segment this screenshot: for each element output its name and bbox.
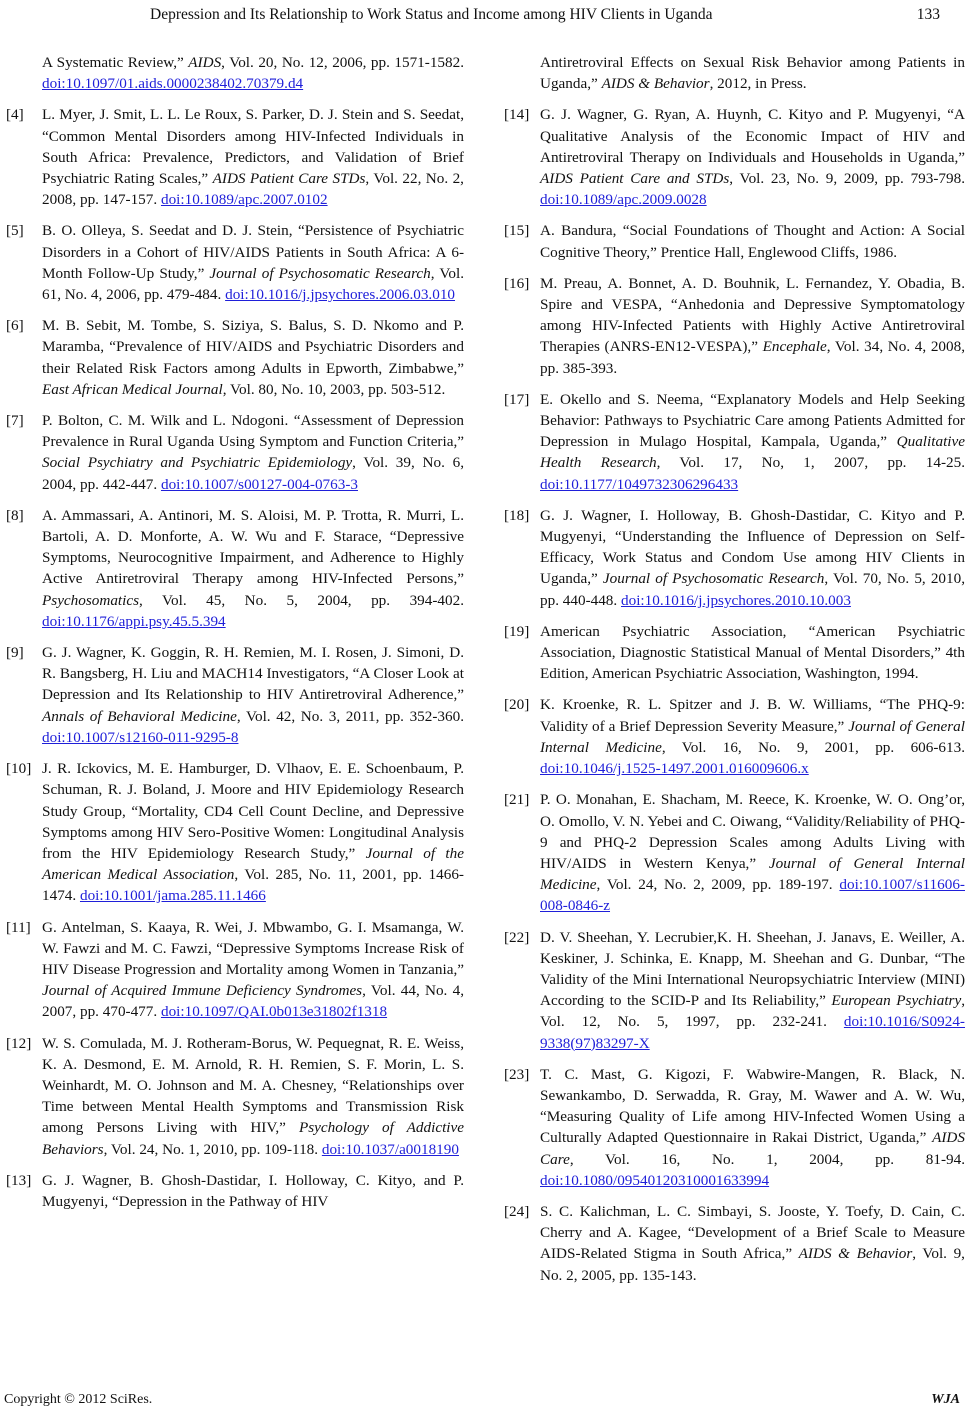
reference-text: American Psychiatric Association, “American Psychiatric Association, Diagnostic Statistical Manual of Mental Disorders,” 4th Edition, American Psychiatric Association, Washington, 1994.	[540, 622, 965, 683]
reference-text: A Systematic Review,”	[42, 54, 189, 71]
reference-number: [8]	[6, 506, 24, 524]
reference-entry	[6, 104, 464, 210]
reference-number: [14]	[504, 106, 530, 124]
reference-text: M. B. Sebit, M. Tombe, S. Siziya, S. Balus, S. D. Nkomo and P. Maramba, “Prevalence of HIV/AIDS and Psychiatric Disorders and their Related Risk Factors among Adults in Epworth, Zimbabwe,”	[42, 317, 464, 377]
doi-link[interactable]: doi:10.1176/appi.psy.45.5.394	[42, 612, 226, 630]
reference-text: A. Ammassari, A. Antinori, M. S. Aloisi, M. P. Trotta, R. Murri, L. Bartoli, A. D. Monforte, A. W. Wu and F. Starace, “Depressive Symptoms, Neurocognitive Impairment, and Adherence to Highly Active Antiretroviral Therapy among HIV-Infected Persons,”	[42, 506, 464, 588]
reference-entry	[6, 758, 464, 906]
reference-number: [4]	[6, 106, 24, 124]
journal-abbreviation: WJA	[931, 1392, 960, 1407]
left-column-references	[6, 52, 464, 1222]
doi-link[interactable]: doi:10.1080/09540120310001633994	[540, 1171, 770, 1189]
journal-title: Psychosomatics	[42, 591, 140, 609]
journal-title: Journal of the American Medical Association	[42, 844, 464, 884]
reference-number: [17]	[504, 390, 530, 408]
reference-text: , Vol. 80, No. 10, 2003, pp. 503-512.	[222, 380, 446, 398]
reference-text: G. J. Wagner, G. Ryan, A. Huynh, C. Kityo and P. Mugyenyi, “A Qualitative Analysis of the Economic Impact of HIV and Antiretroviral Therapy on Individuals and Households in Uganda,”	[540, 106, 965, 166]
copyright-notice: Copyright © 2012 SciRes.	[4, 1392, 153, 1407]
reference-number: [11]	[6, 918, 31, 936]
reference-entry	[504, 52, 965, 94]
reference-text: M. Preau, A. Bonnet, A. D. Bouhnik, L. Fernandez, Y. Obadia, B. Spire and VESPA, “Anhedonia and Depressive Symptomatology among HIV-Infected Patients with Highly Active Antiretroviral Therapies (ANRS-EN12-VESPA),”	[540, 274, 965, 356]
reference-number: [13]	[6, 1171, 32, 1189]
reference-entry	[504, 694, 965, 779]
journal-title: Journal of General Internal Medicine	[540, 854, 965, 894]
reference-entry	[504, 220, 965, 262]
reference-entry	[504, 505, 965, 611]
reference-number: [5]	[6, 222, 24, 240]
reference-text: Antiretroviral Effects on Sexual Risk Behavior among Patients in Uganda,”	[540, 54, 965, 93]
reference-text: , Vol. 34, No. 4, 2008, pp. 385-393.	[540, 338, 965, 377]
doi-link[interactable]: doi:10.1037/a0018190	[321, 1140, 459, 1158]
reference-text: J. R. Ickovics, M. E. Hamburger, D. Vlhaov, E. E. Schoenbaum, P. Schuman, R. J. Boland, J. Moore and HIV Epidemiology Research Study Group, “Mortality, CD4 Cell Count Decline, and Depressive Symptoms among HIV Sero-Positive Women: Longitudinal Analysis from the HIV Epidemiology Research Study,”	[42, 760, 464, 862]
reference-entry	[504, 1201, 965, 1286]
journal-title: AIDS & Behavior	[601, 75, 710, 93]
reference-text: , Vol. 44, No. 4, 2007, pp. 470-477.	[42, 982, 465, 1021]
reference-entry	[504, 273, 965, 379]
doi-link[interactable]: doi:10.1089/apc.2007.0102	[160, 191, 328, 209]
reference-text: , Vol. 285, No. 11, 2001, pp. 1466-1474.	[42, 866, 464, 905]
journal-title: Journal of Psychosomatic Research	[602, 570, 825, 588]
reference-number: [23]	[504, 1065, 530, 1083]
reference-text: , Vol. 61, No. 4, 2006, pp. 479-484.	[42, 264, 464, 304]
journal-title: AIDS Patient Care STDs	[212, 170, 366, 188]
doi-link[interactable]: doi:10.1001/jama.285.11.1466	[79, 887, 266, 905]
doi-link[interactable]: doi:10.1016/j.jpsychores.2010.10.003	[621, 591, 851, 609]
reference-entry	[504, 104, 965, 210]
reference-entry	[504, 789, 965, 916]
right-column-references	[504, 52, 965, 1296]
reference-text: K. Kroenke, R. L. Spitzer and J. B. W. Williams, “The PHQ-9: Validity of a Brief Depression Severity Measure,”	[540, 696, 965, 735]
journal-title: Social Psychiatry and Psychiatric Epidemiology	[42, 454, 353, 472]
reference-text: G. Antelman, S. Kaaya, R. Wei, J. Mbwambo, G. I. Msamanga, W. W. Fawzi and M. C. Fawzi, “Depressive Symptoms Increase Risk of HIV Disease Progression and Mortality among Women in Tanzania,”	[42, 918, 464, 978]
journal-title: AIDS Care	[540, 1129, 965, 1168]
reference-entry	[6, 1170, 464, 1212]
reference-text: A. Bandura, “Social Foundations of Thought and Action: A Social Cognitive Theory,” Prentice Hall, Englewood Cliffs, 1986.	[540, 222, 965, 261]
doi-link[interactable]: doi:10.1016/S0924-9338(97)83297-X	[540, 1013, 965, 1052]
reference-text: , Vol. 9, No. 2, 2005, pp. 135-143.	[540, 1245, 965, 1284]
journal-title: Journal of Psychosomatic Research	[209, 264, 431, 282]
reference-text: , 2012, in Press.	[709, 75, 807, 93]
reference-number: [9]	[6, 644, 24, 662]
doi-link[interactable]: doi:10.1007/s00127-004-0763-3	[160, 475, 358, 493]
reference-text: G. J. Wagner, I. Holloway, B. Ghosh-Dastidar, C. Kityo and P. Mugyenyi, “Understanding the Influence of Depression on Self-Efficacy, Work Status and Condom Use among HIV Clients in Uganda,”	[540, 506, 965, 588]
doi-link[interactable]: doi:10.1097/QAI.0b013e31802f1318	[160, 1003, 388, 1021]
doi-link[interactable]: doi:10.1089/apc.2009.0028	[540, 191, 707, 209]
reference-entry	[6, 642, 464, 748]
doi-link[interactable]: doi:10.1097/01.aids.0000238402.70379.d4	[42, 75, 304, 93]
reference-number: [10]	[6, 760, 32, 778]
reference-entry	[504, 621, 965, 685]
reference-number: [12]	[6, 1034, 32, 1052]
reference-text: , Vol. 16, No. 1, 2004, pp. 81-94.	[569, 1150, 965, 1168]
reference-text: , Vol. 12, No. 5, 1997, pp. 232-241.	[540, 992, 965, 1031]
reference-entry	[6, 410, 464, 495]
page-number: 133	[916, 6, 940, 23]
reference-entry	[6, 917, 464, 1023]
reference-text: T. C. Mast, G. Kigozi, F. Wabwire-Mangen, R. Black, N. Sewankambo, D. Serwadda, R. Gray, M. Wawer and A. W. Wu, “Measuring Quality of Life among HIV-Infected Women Using a Culturally Adapted Questionnaire in Rakai District, Uganda,”	[540, 1065, 965, 1147]
journal-title: AIDS Patient Care and STDs	[540, 170, 730, 188]
reference-number: [18]	[504, 506, 530, 524]
reference-text: S. C. Kalichman, L. C. Simbayi, S. Jooste, Y. Toefy, D. Cain, C. Cherry and A. Kagee, “Development of a Brief Scale to Measure AIDS-Related Stigma in South Africa,”	[540, 1202, 965, 1263]
reference-text: , Vol. 45, No. 5, 2004, pp. 394-402.	[139, 591, 464, 609]
reference-number: [16]	[504, 274, 530, 292]
doi-link[interactable]: doi:10.1007/s11606-008-0846-z	[540, 876, 965, 915]
journal-title: Qualitative Health Research	[540, 433, 965, 472]
reference-entry	[504, 1064, 965, 1191]
reference-text: W. S. Comulada, M. J. Rotheram-Borus, W. Pequegnat, R. E. Weiss, K. A. Desmond, E. M. Arnold, R. H. Remien, S. F. Morin, L. S. Weinhardt, M. O. Johnson and M. A. Chesney, “Relationships over Time between Mental Health Symptoms and Transmission Risk among Persons Living with HIV,”	[42, 1034, 464, 1137]
journal-title: AIDS & Behavior	[798, 1245, 913, 1263]
doi-link[interactable]: doi:10.1016/j.jpsychores.2006.03.010	[225, 286, 456, 304]
reference-text: , Vol. 24, No. 2, 2009, pp. 189-197.	[596, 876, 840, 894]
reference-text: D. V. Sheehan, Y. Lecrubier,K. H. Sheehan, J. Janavs, E. Weiller, A. Keskiner, J. Schinka, E. Knapp, M. Sheehan and G. Dunbar, “The Validity of the Mini International Neuropsychiatric Interview (MINI) According to the SCID-P and Its Reliability,”	[540, 928, 965, 1010]
reference-entry	[6, 505, 464, 632]
reference-text: P. Bolton, C. M. Wilk and L. Ndogoni. “Assessment of Depression Prevalence in Rural Uganda Using Symptom and Function Criteria,”	[42, 412, 464, 451]
reference-entry	[6, 315, 464, 400]
reference-number: [22]	[504, 928, 530, 946]
journal-title: Journal of Acquired Immune Deficiency Syndromes	[42, 982, 363, 1000]
reference-text: , Vol. 23, No. 9, 2009, pp. 793-798.	[729, 170, 965, 188]
reference-text: , Vol. 20, No. 12, 2006, pp. 1571-1582.	[221, 54, 464, 71]
reference-number: [6]	[6, 317, 24, 335]
reference-number: [7]	[6, 412, 24, 430]
doi-link[interactable]: doi:10.1177/1049732306296433	[540, 475, 739, 493]
running-title: Depression and Its Relationship to Work Status and Income among HIV Clients in Uganda	[150, 6, 713, 23]
reference-entry	[6, 220, 464, 305]
reference-text: G. J. Wagner, B. Ghosh-Dastidar, I. Holloway, C. Kityo, and P. Mugyenyi, “Depression in the Pathway of HIV	[42, 1171, 464, 1210]
reference-number: [20]	[504, 696, 530, 714]
reference-entry	[504, 927, 965, 1054]
reference-text: E. Okello and S. Neema, “Explanatory Models and Help Seeking Behavior: Pathways to Psychiatric Care among Patients Admitted for Depression in Mulago Hospital, Kampala, Uganda,”	[540, 390, 965, 451]
reference-text: L. Myer, J. Smit, L. L. Le Roux, S. Parker, D. J. Stein and S. Seedat, “Common Mental Disorders among HIV-Infected Individuals in South Africa: Prevalence, Predictors, and Validation of Brief Psychiatric Rating Scales,”	[42, 106, 464, 188]
reference-text: , Vol. 22, No. 2, 2008, pp. 147-157.	[42, 170, 464, 209]
reference-number: [24]	[504, 1202, 530, 1220]
reference-number: [21]	[504, 791, 530, 809]
reference-text: , Vol. 17, No, 1, 2007, pp. 14-25.	[656, 454, 966, 472]
reference-text: , Vol. 70, No. 5, 2010, pp. 440-448.	[540, 570, 965, 609]
reference-entry	[6, 52, 464, 94]
reference-text: , Vol. 16, No. 9, 2001, pp. 606-613.	[661, 738, 965, 756]
reference-entry	[504, 389, 965, 495]
journal-title: East African Medical Journal	[42, 380, 223, 398]
doi-link[interactable]: doi:10.1046/j.1525-1497.2001.016009606.x	[540, 760, 809, 778]
doi-link[interactable]: doi:10.1007/s12160-011-9295-8	[42, 728, 239, 746]
journal-title: Psychology of Addictive Behaviors	[42, 1119, 464, 1158]
journal-title: Annals of Behavioral Medicine	[42, 707, 237, 725]
journal-title: AIDS	[188, 54, 222, 71]
journal-title: Encephale	[762, 338, 827, 356]
reference-number: [19]	[504, 622, 530, 640]
reference-text: , Vol. 39, No. 6, 2004, pp. 442-447.	[42, 454, 464, 493]
journal-title: European Psychiatry	[831, 992, 962, 1010]
reference-entry	[6, 1033, 464, 1160]
reference-number: [15]	[504, 222, 530, 240]
reference-text: B. O. Olleya, S. Seedat and D. J. Stein, “Persistence of Psychiatric Disorders in a Cohort of HIV/AIDS Patients in South Africa: A 6-Month Follow-Up Study,”	[42, 222, 464, 282]
journal-title: Journal of General Internal Medicine	[540, 717, 965, 756]
reference-text: G. J. Wagner, K. Goggin, R. H. Remien, M. I. Rosen, J. Simoni, D. R. Bangsberg, H. Liu and MACH14 Investigators, “A Closer Look at Depression and Its Relationship to HIV Antiretroviral Adherence,”	[42, 644, 464, 704]
reference-text: , Vol. 42, No. 3, 2011, pp. 352-360.	[236, 707, 464, 725]
reference-text: , Vol. 24, No. 1, 2010, pp. 109-118.	[103, 1140, 322, 1158]
reference-text: P. O. Monahan, E. Shacham, M. Reece, K. Kroenke, W. O. Ong’or, O. Omollo, V. N. Yebei and C. Oiwang, “Validity/Reliability of PHQ-9 and PHQ-2 Depression Scales among Adults Living with HIV/AIDS in Western Kenya,”	[540, 791, 965, 872]
